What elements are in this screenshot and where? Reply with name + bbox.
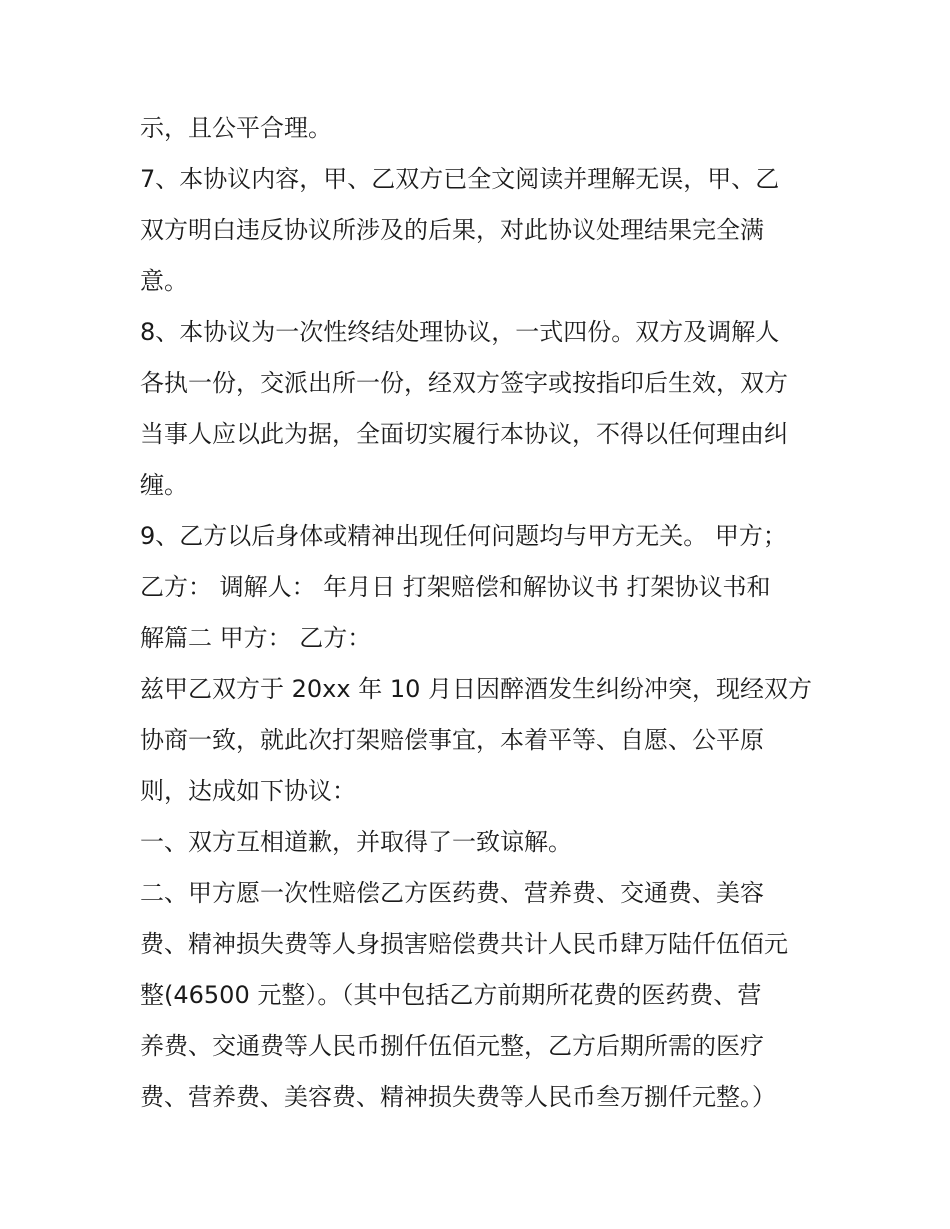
text-line: 8、本协议为一次性终结处理协议，一式四份。双方及调解人 [140, 318, 780, 346]
text-line: 缠。 [140, 471, 188, 499]
text-line: 示，且公平合理。 [140, 114, 332, 142]
text-line: 乙方： 调解人： 年月日 打架赔偿和解协议书 打架协议书和 [140, 573, 771, 601]
text-line: 7、本协议内容，甲、乙双方已全文阅读并理解无误，甲、乙 [140, 165, 780, 193]
text-line: 整(46500 元整）。（其中包括乙方前期所花费的医药费、营 [140, 981, 762, 1009]
text-line: 当事人应以此为据，全面切实履行本协议，不得以任何理由纠 [140, 420, 788, 448]
text-line: 费、营养费、美容费、精神损失费等人民币叁万捌仟元整。） [140, 1083, 776, 1111]
text-line: 意。 [140, 267, 188, 295]
text-line: 费、精神损失费等人身损害赔偿费共计人民币肆万陆仟伍佰元 [140, 930, 788, 958]
text-line: 各执一份，交派出所一份，经双方签字或按指印后生效，双方 [140, 369, 788, 397]
text-line: 双方明白违反协议所涉及的后果，对此协议处理结果完全满 [140, 216, 764, 244]
text-line: 解篇二 甲方： 乙方： [140, 624, 372, 652]
text-line: 二、甲方愿一次性赔偿乙方医药费、营养费、交通费、美容 [140, 879, 764, 907]
text-line: 养费、交通费等人民币捌仟伍佰元整，乙方后期所需的医疗 [140, 1032, 764, 1060]
text-line: 兹甲乙双方于 20xx 年 10 月日因醉酒发生纠纷冲突，现经双方 [140, 675, 812, 703]
text-line: 协商一致，就此次打架赔偿事宜，本着平等、自愿、公平原 [140, 726, 764, 754]
text-line: 则，达成如下协议： [140, 777, 356, 805]
text-line: 一、双方互相道歉，并取得了一致谅解。 [140, 828, 572, 856]
text-line: 9、乙方以后身体或精神出现任何问题均与甲方无关。 甲方； [140, 522, 787, 550]
